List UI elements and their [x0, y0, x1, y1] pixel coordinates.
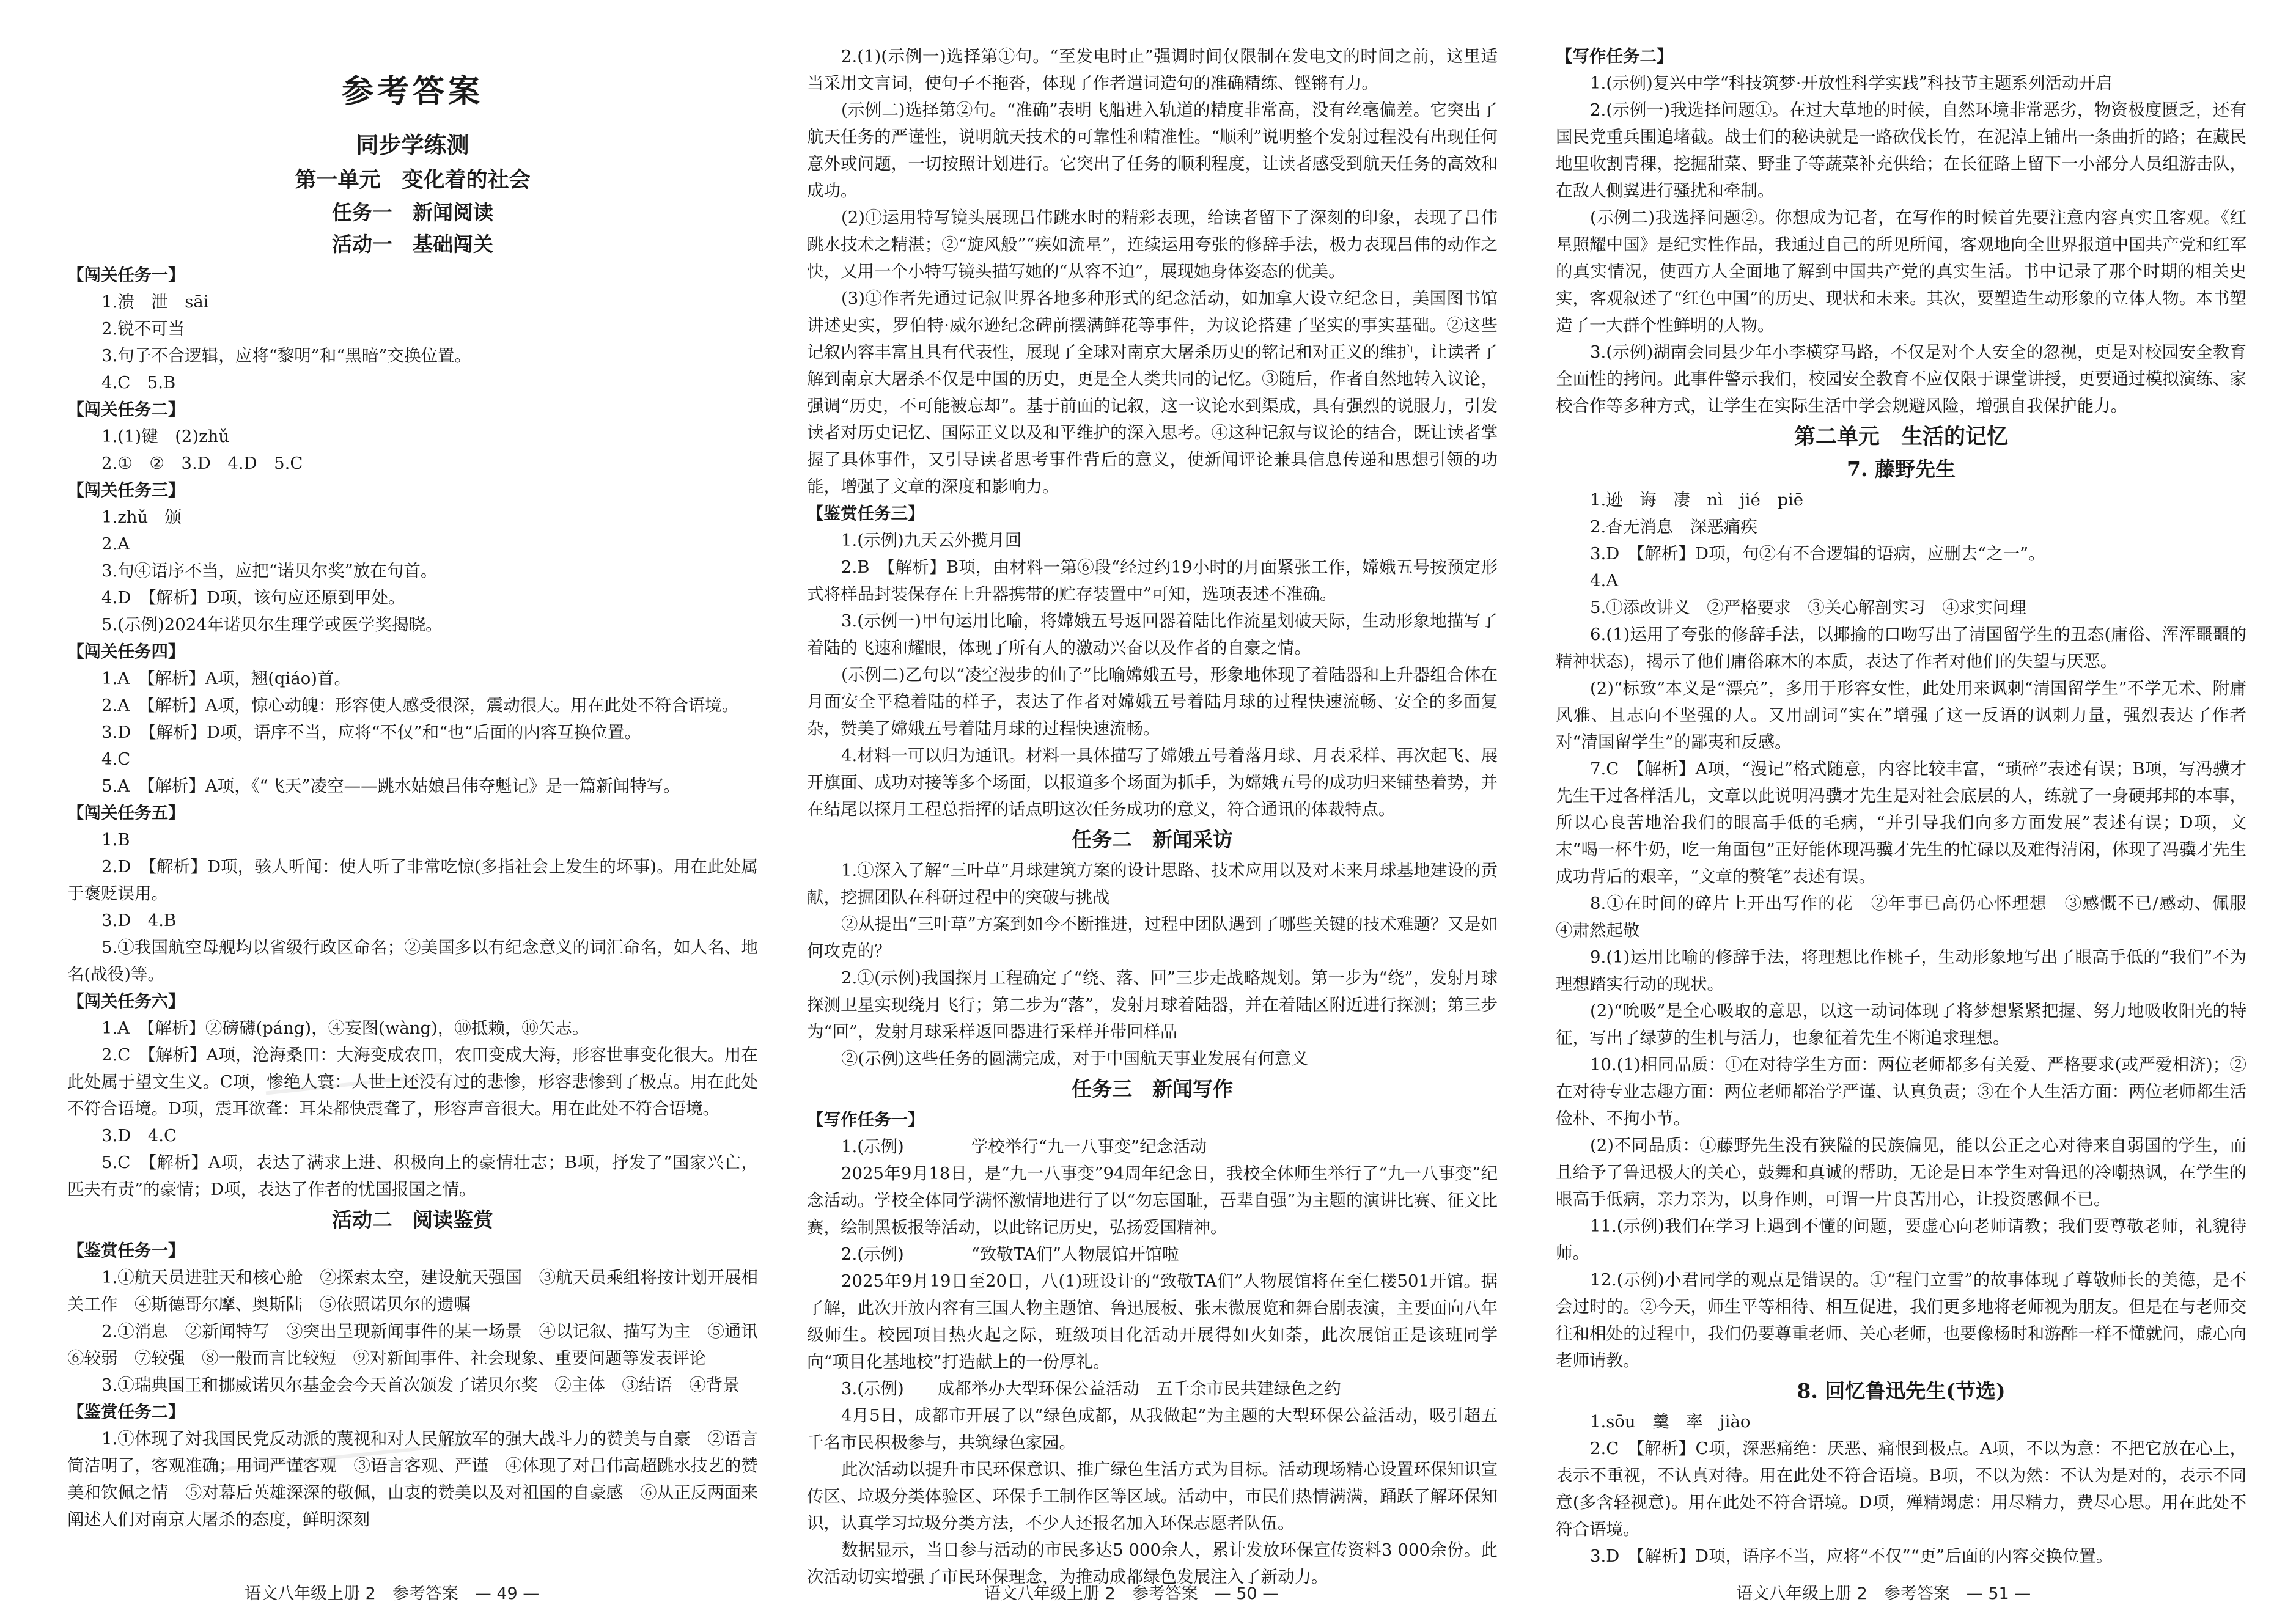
answer-line: 2.A	[101, 534, 130, 554]
answer-line: 1.B	[101, 830, 130, 850]
section-label: 【闯关任务三】	[67, 480, 185, 500]
answer-line: 5.①我国航空母舰均以省级行政区命名；②美国多以有纪念意义的词汇命名，如人名、地名(战役)等。	[67, 938, 758, 984]
section-label: 【鉴赏任务一】	[67, 1241, 185, 1260]
answer-line: (2)“标致”本义是“漂亮”，多用于形容女性，此处用来讽刺“清国留学生”不学无术、附庸风雅、且志向不坚强的人。又用副词“实在”增强了这一反语的讽刺力量，强烈表达了作者对“清国留学生”的鄙夷和反感。	[1556, 678, 2246, 752]
answer-line: 3.句④语序不当，应把“诺贝尔奖”放在句首。	[101, 561, 438, 581]
answer-line: 10.(1)相同品质：①在对待学生方面：两位老师都多有关爱、严格要求(或严爱相济)；②在对待专业志趣方面：两位老师都治学严谨、认真负责；③在个人生活方面：两位老师都生活俭朴、不拘小节。	[1556, 1055, 2246, 1128]
answer-line: 1.A 【解析】②磅礴(páng)，④妄图(wàng)，⑩抵赖，⑩矢志。	[101, 1018, 589, 1038]
column-right	[1556, 43, 2264, 1566]
section-title: 同步学练测	[356, 131, 469, 158]
activity-title: 活动二 阅读鉴赏	[332, 1208, 493, 1232]
answer-line: 5.①添改讲义 ②严格要求 ③关心解剖实习 ④求实问理	[1590, 598, 2026, 617]
answer-line: 数据显示，当日参与活动的市民多达5 000余人，累计发放环保宣传资料3 000余份。此次活动切实增强了市民环保理念，为推动成都绿色发展注入了新动力。	[807, 1540, 1498, 1587]
answer-line: 1.溃 泄 sāi	[101, 292, 209, 312]
column-middle	[807, 43, 1498, 1587]
answer-line: 4月5日，成都市开展了以“绿色成都，从我做起”为主题的大型环保公益活动，吸引超五千名市民积极参与，共筑绿色家园。	[807, 1406, 1498, 1452]
answer-line: 7.C 【解析】A项，“漫记”格式随意，内容比较丰富，“琐碎”表述有误；B项，写冯骥才先生干过各样活儿，文章以此说明冯骥才先生是对社会底层的人，练就了一身硬邦邦的本事，所以心良苦地治我们的眼高手低的毛病，“并引导我们向多方面发展”表述有误；D项，文末“喝一杯牛奶，吃一角面包”正好能体现冯骥才先生的忙碌以及难得清闲，体现了冯骥才先生成功背后的艰辛，“文章的赘笔”表述有误。	[1556, 759, 2246, 886]
answer-line: 2.① ② 3.D 4.D 5.C	[101, 454, 303, 473]
answer-line: 4.D 【解析】D项，该句应还原到甲处。	[101, 588, 405, 608]
answer-line: 1.①深入了解“三叶草”月球建筑方案的设计思路、技术应用以及对未来月球基地建设的贡献，挖掘团队在科研过程中的突破与挑战	[807, 861, 1498, 907]
answer-line: 5.(示例)2024年诺贝尔生理学或医学奖揭晓。	[101, 615, 443, 634]
main-title: 参考答案	[341, 73, 484, 110]
answer-line: 1.①体现了対我国民党反动派的蔑视和对人民解放军的强大战斗力的赞美与自豪 ②语言简洁明了，客观准确；用词严谨客观 ③语言客观、严谨 ④体现了对吕伟高超跳水技艺的赞美和钦佩之情 ⑤对幕后英雄深深的敬佩，由衷的赞美以及对祖国的自豪感 ⑥从正反两面来阐述人们对南京大屠杀的态度，鲜明深刻	[67, 1429, 758, 1529]
column-left	[67, 43, 775, 1559]
answer-line: 12.(示例)小君同学的观点是错误的。①“程门立雪”的故事体现了尊敬师长的美德，是不会过时的。②今天，师生平等相待、相互促进，我们更多地将老师视为朋友。但是在与老师交往和相处的过程中，我们仍要尊重老师、关心老师，也要像杨时和游酢一样不懂就问，虚心向老师请教。	[1556, 1270, 2246, 1370]
answer-line: 2.(示例) “致敬TA们”人物展馆开馆啦	[841, 1244, 1179, 1264]
answer-line: 4.材料一可以归为通讯。材料一具体描写了嫦娥五号着落月球、月表采样、再次起飞、展开旗面、成功对接等多个场面，以报道多个场面为抓手，为嫦娥五号的成功归来铺垫着势，并在结尾以探月工程总指挥的话点明这次任务成功的意义，符合通讯的体裁特点。	[807, 746, 1498, 819]
answer-line: 2.D 【解析】D项，骇人听闻：使人听了非常吃惊(多指社会上发生的坏事)。用在此处属于褒贬误用。	[67, 857, 758, 903]
answer-line: 4.C	[101, 749, 131, 769]
answer-line: (2)“吮吸”是全心吸取的意思，以这一动词体现了将梦想紧紧把握、努力地吸收阳光的特征，写出了绿萝的生机与活力，也象征着先生不断追求理想。	[1556, 1001, 2246, 1048]
answer-line: 3.D 【解析】D项，句②有不合逻辑的语病，应删去“之一”。	[1590, 544, 2045, 564]
answer-line: 2025年9月19日至20日，八(1)班设计的“致敬TA们”人物展馆将在至仁楼501开馆。据了解，此次开放内容有三国人物主题馆、鲁迅展板、张末微展览和舞台剧表演，主要面向八年级师生。校园项目热火起之际，班级项目化活动开展得如火如荼，此次展馆正是该班同学向“项目化基地校”打造献上的一份厚礼。	[807, 1271, 1498, 1372]
answer-line: 2.B 【解析】B项，由材料一第⑥段“经过约19小时的月面紧张工作，嫦娥五号按预定形式将样品封装保存在上升器携带的贮存装置中”可知，选项表述不准确。	[807, 557, 1498, 604]
lesson-title: 8. 回忆鲁迅先生(节选)	[1797, 1379, 2006, 1403]
page-footer: 语文八年级上册 2 参考答案 — 50 —	[984, 1584, 1279, 1603]
answer-line: 3.①瑞典国王和挪威诺贝尔基金会今天首次颁发了诺贝尔奖 ②主体 ③结语 ④背景	[101, 1375, 740, 1395]
answer-line: 2.①(示例)我国探月工程确定了“绕、落、回”三步走战略规划。第一步为“绕”，发射月球探测卫星实现绕月飞行；第二步为“落”，发射月球着陆器，并在着陆区附近进行探测；第三步为“回”，发射月球采样返回器进行采样并带回样品	[807, 968, 1498, 1042]
answer-line: 2.(示例一)我选择问题①。在过大草地的时候，自然环境非常恶劣，物资极度匮乏，还有国民党重兵围追堵截。战士们的秘诀就是一路砍伐长竹，在泥淖上铺出一条曲折的路；在藏民地里收割青稞，挖掘甜菜、野韭子等蔬菜补充供给；在长征路上留下一小部分人员组游击队，在敌人侧翼进行骚扰和牵制。	[1556, 100, 2246, 200]
section-label: 【闯关任务六】	[67, 991, 185, 1011]
answer-line: 1.(示例)九天云外揽月回	[841, 531, 1022, 550]
answer-line: 1.A 【解析】A项，翘(qiáo)首。	[101, 669, 351, 688]
answer-line: (示例二)我选择问题②。你想成为记者，在写作的时候首先要注意内容真实且客观。《红星照耀中国》是纪实性作品，我通过自己的所见所闻，客观地向全世界报道中国共产党和红军的真实情况，使西方人全面地了解到中国共产党的真实生活。书中记录了那个时期的相关史实，客观叙述了“红色中国”的历史、现状和未来。其次，要塑造生动形象的立体人物。本书塑造了一大群个性鲜明的人物。	[1556, 208, 2246, 335]
answer-line: (示例二)乙句以“凌空漫步的仙子”比喻嫦娥五号，形象地体现了着陆器和上升器组合体在月面安全平稳着陆的样子，表达了作者对嫦娥五号着陆月球的过程快速流畅、安全的多面复杂，赞美了嫦娥五号着陆月球的过程快速流畅。	[807, 665, 1498, 738]
answer-line: 2.杳无消息 深恶痛疾	[1590, 517, 1757, 537]
answer-line: 1.(示例)复兴中学“科技筑梦·开放性科学实践”科技节主题系列活动开启	[1590, 73, 2113, 93]
task-title: 任务二 新闻采访	[1072, 828, 1233, 851]
answer-line: 2.锐不可当	[101, 319, 185, 339]
answer-line: (2)不同品质：①藤野先生没有狭隘的民族偏见，能以公正之心对待来自弱国的学生，而且给予了鲁迅极大的关心，鼓舞和真诚的帮助，无论是日本学生对鲁迅的冷嘲热讽，在学生的眼高手低病，亲力亲为，以身作则，可谓一片良苦用心，让投资感佩不已。	[1556, 1136, 2246, 1209]
section-label: 【闯关任务四】	[67, 642, 185, 661]
activity-title: 活动一 基础闯关	[332, 232, 493, 256]
answer-line: 3.句子不合逻辑，应将“黎明”和“黑暗”交换位置。	[101, 346, 471, 366]
answer-line: 3.D 4.C	[101, 1126, 177, 1145]
answer-line: ②(示例)这些任务的圆满完成，对于中国航天事业发展有何意义	[841, 1049, 1308, 1068]
section-label: 【鉴赏任务二】	[67, 1402, 185, 1422]
answer-line: (2)①运用特写镜头展现吕伟跳水时的精彩表现，给读者留下了深刻的印象，表现了吕伟跳水技术之精湛；②“旋风般”“疾如流星”，连续运用夸张的修辞手法，极力表现吕伟的动作之快，又用一个小特写镜头描写她的“从容不迫”，展现她身体姿态的优美。	[807, 208, 1498, 281]
answer-line: 3.D 4.B	[101, 911, 177, 930]
task-title: 任务三 新闻写作	[1072, 1077, 1233, 1101]
answer-line: (示例二)选择第②句。“准确”表明飞船进入轨道的精度非常高，没有丝毫偏差。它突出了航天任务的严谨性，说明航天技术的可靠性和精准性。“顺利”说明整个发射过程没有出现任何意外或问题，一切按照计划进行。它突出了任务的顺利程度，让读者感受到航天任务的高效和成功。	[807, 100, 1498, 200]
section-label: 【鉴赏任务三】	[807, 504, 925, 523]
section-label: 【闯关任务五】	[67, 803, 185, 823]
answer-line: 11.(示例)我们在学习上遇到不懂的问题，要虚心向老师请教；我们要尊敬老师，礼貌待师。	[1556, 1216, 2246, 1263]
answer-line: 1.sōu 羹 率 jiào	[1590, 1412, 1751, 1431]
answer-line: 1.①航天员进驻天和核心舱 ②探索太空，建设航天强国 ③航天员乘组将按计划开展相关工作 ④斯德哥尔摩、奥斯陆 ⑤依照诺贝尔的遗嘱	[67, 1268, 758, 1314]
lesson-title: 7. 藤野先生	[1847, 457, 1956, 481]
answer-line: 此次活动以提升市民环保意识、推广绿色生活方式为目标。活动现场精心设置环保知识宣传区、垃圾分类体验区、环保手工制作区等区域。活动中，市民们热情满满，踊跃了解环保知识，认真学习垃圾分类方法，不少人还报名加入环保志愿者队伍。	[807, 1460, 1498, 1533]
answer-line: 2.A 【解析】A项，惊心动魄：形容使人感受很深，震动很大。用在此处不符合语境。	[101, 696, 739, 715]
answer-line: 3.(示例) 成都举办大型环保公益活动 五千余市民共建绿色之约	[841, 1379, 1341, 1398]
section-label: 【闯关任务一】	[67, 265, 185, 285]
section-label: 【写作任务一】	[807, 1110, 925, 1130]
answer-line: 8.①在时间的碎片上开出写作的花 ②年事已高仍心怀理想 ③感慨不已/感动、佩服 ④肃然起敬	[1556, 894, 2264, 940]
page-footer: 语文八年级上册 2 参考答案 — 49 —	[245, 1584, 540, 1603]
answer-line: 5.A 【解析】A项，《“飞天”凌空——跳水姑娘吕伟夺魁记》是一篇新闻特写。	[101, 776, 680, 796]
answer-line: 3.(示例一)甲句运用比喻，将嫦娥五号返回器着陆比作流星划破天际，生动形象地描写了着陆的飞速和耀眼，体现了所有人的激动兴奋以及作者的自豪之情。	[807, 611, 1498, 658]
answer-line: 5.C 【解析】A项，表达了满求上进、积极向上的豪情壮志；B项，抒发了“国家兴亡，匹夫有责”的豪情；D项，表达了作者的忧国报国之情。	[67, 1153, 758, 1199]
section-label: 【闯关任务二】	[67, 400, 185, 419]
answer-line: 2.C 【解析】C项，深恶痛绝：厌恶、痛恨到极点。A项，不以为意：不把它放在心上，表示不重视，不认真对待。用在此处不符合语境。B项，不以为然：不认为是对的，表示不同意(多含轻视意)。用在此处不符合语境。D项，殚精竭虑：用尽精力，费尽心思。用在此处不符合语境。	[1556, 1439, 2246, 1539]
answer-line: 4.A	[1590, 571, 1619, 590]
answer-line: (3)①作者先通过记叙世界各地多种形式的纪念活动，如加拿大设立纪念日，美国图书馆讲述史实，罗伯特·威尔逊纪念碑前摆满鲜花等事件，为议论搭建了坚实的事实基础。②这些记叙内容丰富且具有代表性，展现了全球对南京大屠杀历史的铭记和对正义的维护，让读者了解到南京大屠杀不仅是中国的历史，更是全人类共同的记忆。③随后，作者自然地转入议论，强调“历史，不可能被忘却”。基于前面的记叙，这一议论水到渠成，具有强烈的说服力，引发读者对历史记忆、国际正义以及和平维护的深入思考。④这种记叙与议论的结合，既让读者掌握了具体事件，又引导读者思考事件背后的意义，使新闻评论兼具信息传递和思想引领的功能，增强了文章的深度和影响力。	[807, 288, 1498, 496]
answer-line: 2.C 【解析】A项，沧海桑田：大海变成农田，农田变成大海，形容世事变化很大。用在此处属于望文生义。C项，惨绝人寰：人世上还没有过的悲惨，形容悲惨到了极点。用在此处不符合语境。D项，震耳欲聋：耳朵都快震聋了，形容声音很大。用在此处不符合语境。	[67, 1045, 758, 1119]
answer-line: 2.(1)(示例一)选择第①句。“至发电时止”强调时间仅限制在发电文的时间之前，这里适当采用文言词，使句子不拖沓，体现了作者遣词造句的准确精练、铿锵有力。	[807, 46, 1498, 93]
section-label: 【写作任务二】	[1556, 46, 1674, 66]
answer-line: 6.(1)运用了夸张的修辞手法，以揶揄的口吻写出了清国留学生的丑态(庸俗、浑浑噩噩的精神状态)，揭示了他们庸俗麻木的本质，表达了作者对他们的失望与厌恶。	[1556, 625, 2246, 671]
unit-title: 第二单元 生活的记忆	[1794, 424, 2008, 449]
answer-line: 1.逊 诲 凄 nì jié piē	[1590, 490, 1804, 510]
answer-line: 1.(示例) 学校举行“九一八事变”纪念活动	[841, 1137, 1207, 1156]
answer-line: 1.zhǔ 颁	[101, 507, 182, 527]
answer-line: 4.C 5.B	[101, 373, 176, 392]
task-title: 任务一 新闻阅读	[332, 200, 493, 224]
page-footer: 语文八年级上册 2 参考答案 — 51 —	[1736, 1584, 2031, 1603]
answer-line: 9.(1)运用比喻的修辞手法，将理想比作桃子，生动形象地写出了眼高手低的“我们”不为理想踏实行动的现状。	[1556, 947, 2246, 994]
answer-line: 1.(1)键 (2)zhǔ	[101, 427, 230, 446]
answer-line: 2.①消息 ②新闻特写 ③突出呈现新闻事件的某一场景 ④以记叙、描写为主 ⑤通讯 ⑥较弱 ⑦较强 ⑧一般而言比较短 ⑨对新闻事件、社会现象、重要问题等发表评论	[67, 1321, 775, 1368]
unit-title: 第一单元 变化着的社会	[295, 167, 531, 193]
answer-line: ②从提出“三叶草”方案到如今不断推进，过程中团队遇到了哪些关键的技术难题？又是如何攻克的？	[807, 914, 1498, 961]
answer-line: 2025年9月18日，是“九一八事变”94周年纪念日，我校全体师生举行了“九一八事变”纪念活动。学校全体同学满怀激情地进行了以“勿忘国耻，吾辈自强”为主题的演讲比赛、征文比赛，绘制黑板报等活动，以此铭记历史，弘扬爱国精神。	[807, 1164, 1498, 1237]
answer-line: 3.D 【解析】D项，语序不当，应将“不仅”和“也”后面的内容互换位置。	[101, 722, 641, 742]
answer-line: 3.D 【解析】D项，语序不当，应将“不仅”“更”后面的内容交换位置。	[1590, 1546, 2113, 1566]
answer-line: 3.(示例)湖南会同县少年小李横穿马路，不仅是对个人安全的忽视，更是对校园安全教育全面性的拷问。此事件警示我们，校园安全教育不应仅限于课堂讲授，更要通过模拟演练、家校合作等多种方式，让学生在实际生活中学会规避风险，增强自我保护能力。	[1556, 342, 2246, 416]
